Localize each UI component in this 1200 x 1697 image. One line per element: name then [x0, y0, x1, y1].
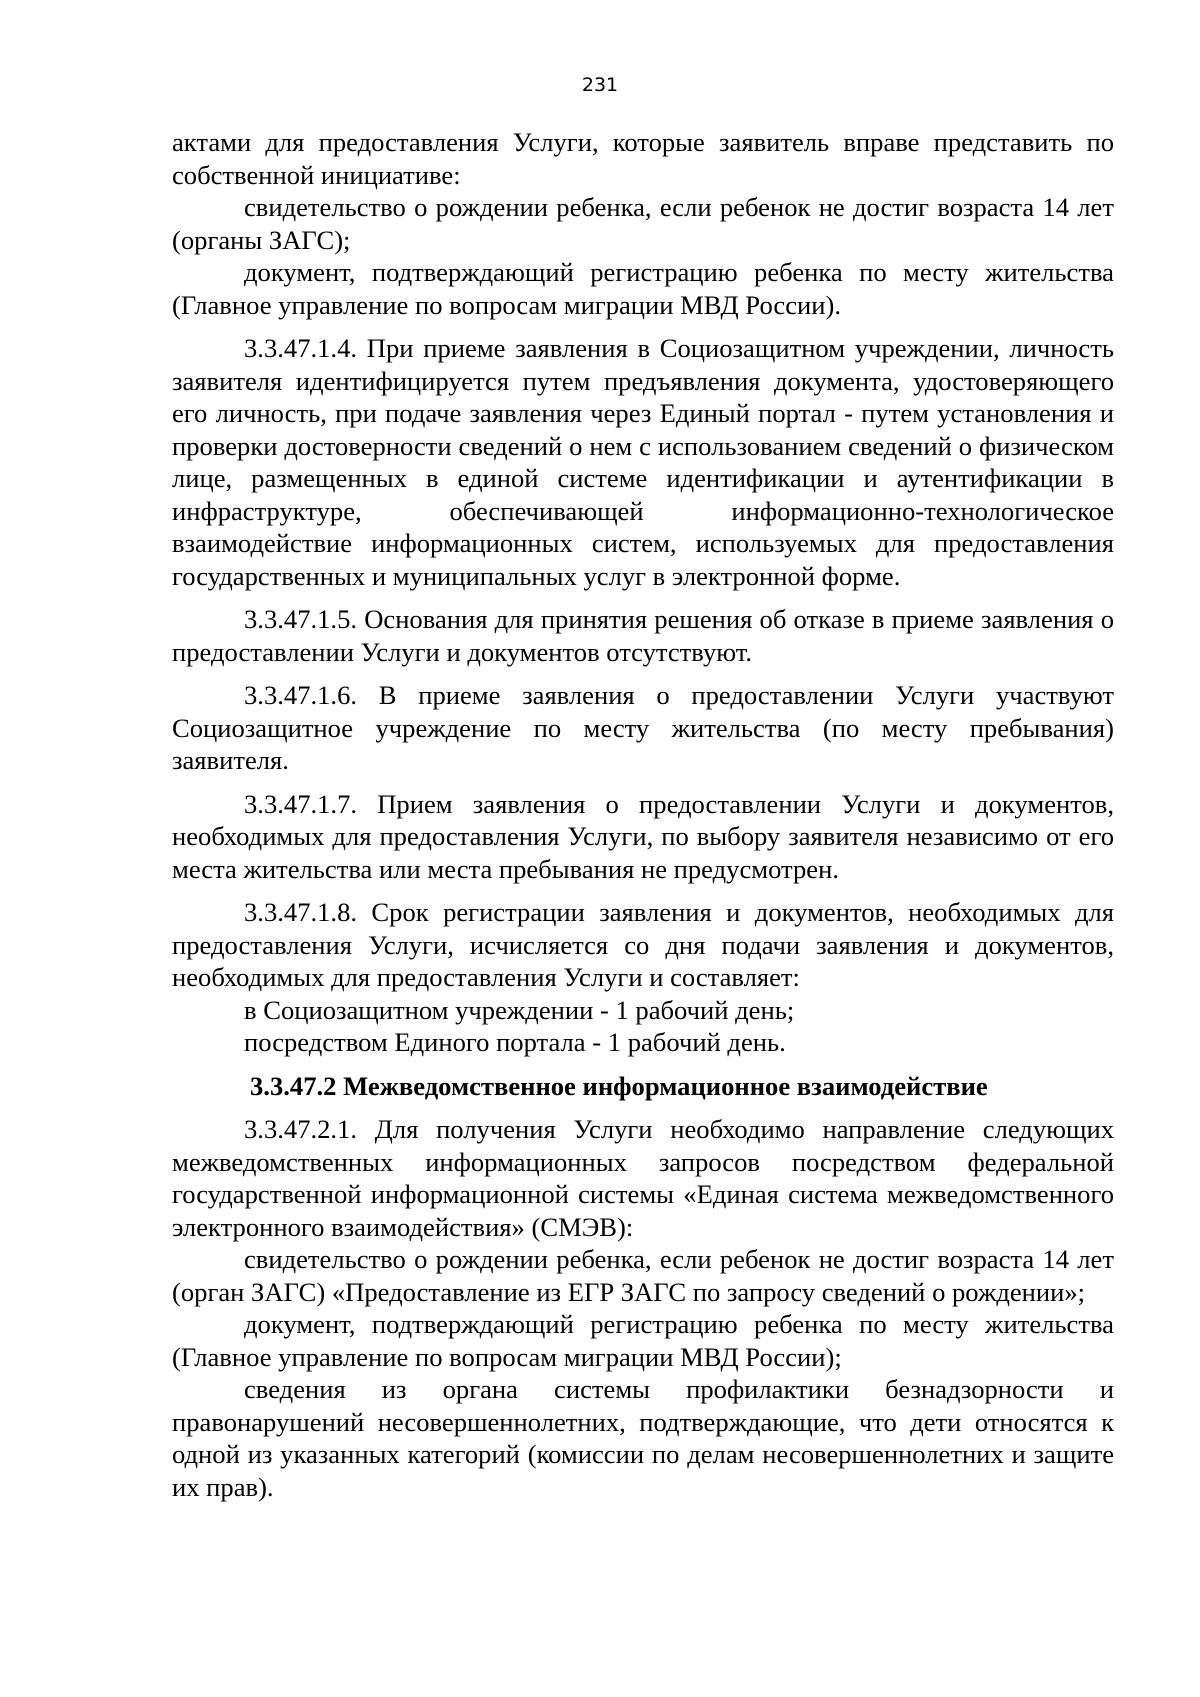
paragraph: свидетельство о рождении ребенка, если ребенок не достиг возраста 14 лет (орган ЗАГС) «Предоставление из ЕГР ЗАГС по запросу сведений о рождении»;	[172, 1244, 1114, 1307]
paragraph: 3.3.47.1.7. Прием заявления о предоставлении Услуги и документов, необходимых для предоставления Услуги, по выбору заявителя независимо от его места жительства или места пребывания не предусмотрен.	[172, 788, 1114, 884]
paragraph: 3.3.47.1.6. В приеме заявления о предоставлении Услуги участвуют Социозащитное учреждение по месту жительства (по месту пребывания) заявителя.	[172, 680, 1114, 775]
section-after	[172, 1113, 1114, 1503]
paragraph: 3.3.47.1.4. При приеме заявления в Социозащитном учреждении, личность заявителя идентифицируется путем предъявления документа, удостоверяющего его личность, при подаче заявления через Единый портал - путем установления и проверки достоверности сведений о нем с использованием сведений о физическом лице, размещенных в единой системе идентификации и аутентификации в инфраструктуре, обеспечивающей информационно-технологическое взаимодействие информационных систем, используемых для предоставления государственных и муниципальных услуг в электронной форме.	[172, 333, 1114, 591]
paragraph: 3.3.47.1.5. Основания для принятия решения об отказе в приеме заявления о предоставлении Услуги и документов отсутствуют.	[172, 604, 1114, 667]
paragraph: свидетельство о рождении ребенка, если ребенок не достиг возраста 14 лет (органы ЗАГС);	[172, 192, 1114, 255]
paragraph: документ, подтверждающий регистрацию ребенка по месту жительства (Главное управление по вопросам миграции МВД России);	[172, 1309, 1114, 1372]
paragraph: в Социозащитном учреждении - 1 рабочий день;	[244, 994, 795, 1025]
paragraph: актами для предоставления Услуги, которые заявитель вправе представить по собственной инициативе:	[172, 127, 1114, 190]
page-content	[172, 126, 1114, 1503]
page-number: 231	[581, 74, 619, 96]
section-before	[172, 126, 1114, 1059]
paragraph: 3.3.47.2.1. Для получения Услуги необходимо направление следующих межведомственных информационных запросов посредством федеральной государственной информационной системы «Единая система межведомственного электронного взаимодействия» (СМЭВ):	[172, 1114, 1114, 1242]
paragraph: посредством Единого портала - 1 рабочий день.	[244, 1027, 786, 1057]
section-heading: 3.3.47.2 Межведомственное информационное взаимодействие	[250, 1070, 988, 1101]
paragraph: сведения из органа системы профилактики безнадзорности и правонарушений несовершеннолетних, подтверждающие, что дети относятся к одной из указанных категорий (комиссии по делам несовершеннолетних и защите их прав).	[172, 1374, 1114, 1502]
paragraph: документ, подтверждающий регистрацию ребенка по месту жительства (Главное управление по вопросам миграции МВД России).	[172, 257, 1114, 320]
paragraph: 3.3.47.1.8. Срок регистрации заявления и документов, необходимых для предоставления Услуги, исчисляется со дня подачи заявления и документов, необходимых для предоставления Услуги и составляет:	[172, 897, 1114, 992]
